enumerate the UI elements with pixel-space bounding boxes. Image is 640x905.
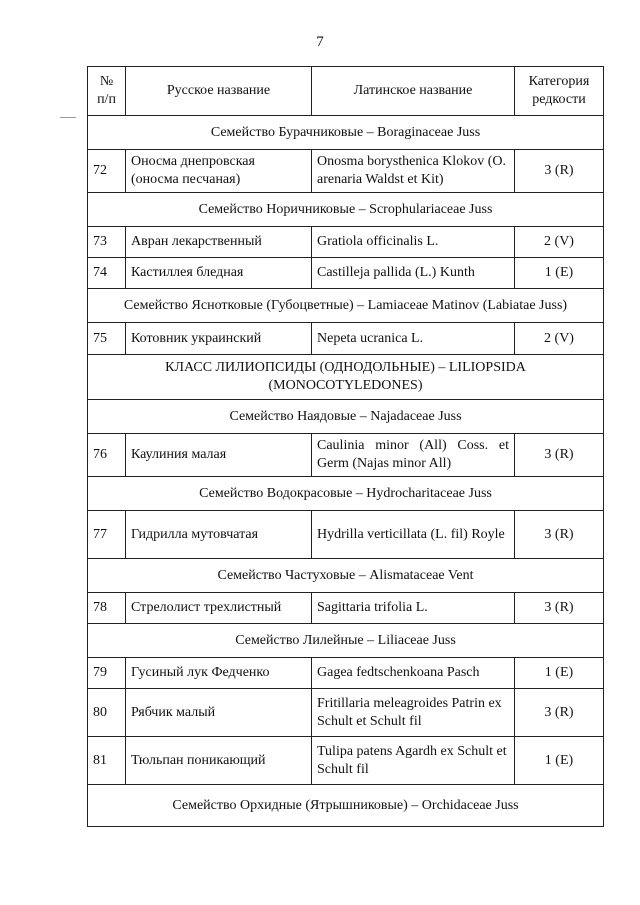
latin-name: Tulipa patens Agardh ex Schult et Schult fil	[312, 737, 515, 785]
row-number: 81	[88, 737, 126, 785]
rarity-category: 2 (V)	[515, 323, 604, 355]
rarity-category: 3 (R)	[515, 150, 604, 193]
family-name: Семейство Наядовые – Najadaceae Juss	[88, 400, 604, 434]
table-row	[88, 593, 604, 624]
family-name: Семейство Лилейные – Liliaceae Juss	[88, 624, 604, 658]
latin-name: Gagea fedtschenkoana Pasch	[312, 658, 515, 689]
row-number: 73	[88, 227, 126, 258]
header-russian-name: Русское название	[126, 67, 312, 116]
latin-name: Onosma borysthenica Klokov (O. arenaria Waldst et Kit)	[312, 150, 515, 193]
table-row	[88, 737, 604, 785]
russian-name: Стрелолист трехлистный	[126, 593, 312, 624]
table-row	[88, 258, 604, 289]
row-number: 78	[88, 593, 126, 624]
class-name: КЛАСС ЛИЛИОПСИДЫ (ОДНОДОЛЬНЫЕ) – LILIOPSIDA (MONOCOTYLEDONES)	[88, 355, 604, 400]
table-row	[88, 511, 604, 559]
family-name: Семейство Частуховые – Alismataceae Vent	[88, 559, 604, 593]
page-number: 7	[316, 34, 324, 50]
russian-name: Кастиллея бледная	[126, 258, 312, 289]
latin-name: Sagittaria trifolia L.	[312, 593, 515, 624]
russian-name: Гусиный лук Федченко	[126, 658, 312, 689]
row-number: 74	[88, 258, 126, 289]
rarity-category: 1 (E)	[515, 258, 604, 289]
latin-name: Caulinia minor (All) Coss. et Germ (Najas minor All)	[312, 434, 515, 477]
latin-name: Castilleja pallida (L.) Kunth	[312, 258, 515, 289]
rare-species-table	[87, 66, 604, 827]
rarity-category: 3 (R)	[515, 511, 604, 559]
latin-name: Gratiola officinalis L.	[312, 227, 515, 258]
family-row	[88, 624, 604, 658]
russian-name: Авран лекарственный	[126, 227, 312, 258]
family-name: Семейство Яснотковые (Губоцветные) – Lamiaceae Matinov (Labiatae Juss)	[88, 289, 604, 323]
family-row	[88, 477, 604, 511]
family-name: Семейство Норичниковые – Scrophulariaceae Juss	[88, 193, 604, 227]
latin-name: Fritillaria meleagroides Patrin ex Schult et Schult fil	[312, 689, 515, 737]
family-row	[88, 193, 604, 227]
rarity-category: 3 (R)	[515, 434, 604, 477]
table-row	[88, 323, 604, 355]
table-row	[88, 689, 604, 737]
table-row	[88, 434, 604, 477]
row-number: 75	[88, 323, 126, 355]
rarity-category: 3 (R)	[515, 593, 604, 624]
family-row	[88, 400, 604, 434]
latin-name: Hydrilla verticillata (L. fil) Royle	[312, 511, 515, 559]
rarity-category: 2 (V)	[515, 227, 604, 258]
family-row	[88, 289, 604, 323]
header-number: № п/п	[88, 67, 126, 116]
row-number: 76	[88, 434, 126, 477]
family-name: Семейство Водокрасовые – Hydrocharitaceae Juss	[88, 477, 604, 511]
russian-name: Оносма днепровская (оносма песчаная)	[126, 150, 312, 193]
rarity-category: 3 (R)	[515, 689, 604, 737]
family-row	[88, 559, 604, 593]
russian-name: Котовник украинский	[126, 323, 312, 355]
row-number: 80	[88, 689, 126, 737]
class-row	[88, 355, 604, 400]
row-number: 72	[88, 150, 126, 193]
row-number: 77	[88, 511, 126, 559]
family-name: Семейство Орхидные (Ятрышниковые) – Orchidaceae Juss	[88, 785, 604, 827]
russian-name: Рябчик малый	[126, 689, 312, 737]
family-name: Семейство Бурачниковые – Boraginaceae Juss	[88, 116, 604, 150]
russian-name: Тюльпан поникающий	[126, 737, 312, 785]
family-row	[88, 116, 604, 150]
table-row	[88, 227, 604, 258]
table-row	[88, 658, 604, 689]
rarity-category: 1 (E)	[515, 737, 604, 785]
table-header-row	[88, 67, 604, 116]
header-latin-name: Латинское название	[312, 67, 515, 116]
family-row	[88, 785, 604, 827]
latin-name: Nepeta ucranica L.	[312, 323, 515, 355]
russian-name: Каулиния малая	[126, 434, 312, 477]
table-row	[88, 150, 604, 193]
header-rarity-category: Категория редкости	[515, 67, 604, 116]
scan-artifact-line	[60, 117, 76, 118]
rarity-category: 1 (E)	[515, 658, 604, 689]
russian-name: Гидрилла мутовчатая	[126, 511, 312, 559]
row-number: 79	[88, 658, 126, 689]
